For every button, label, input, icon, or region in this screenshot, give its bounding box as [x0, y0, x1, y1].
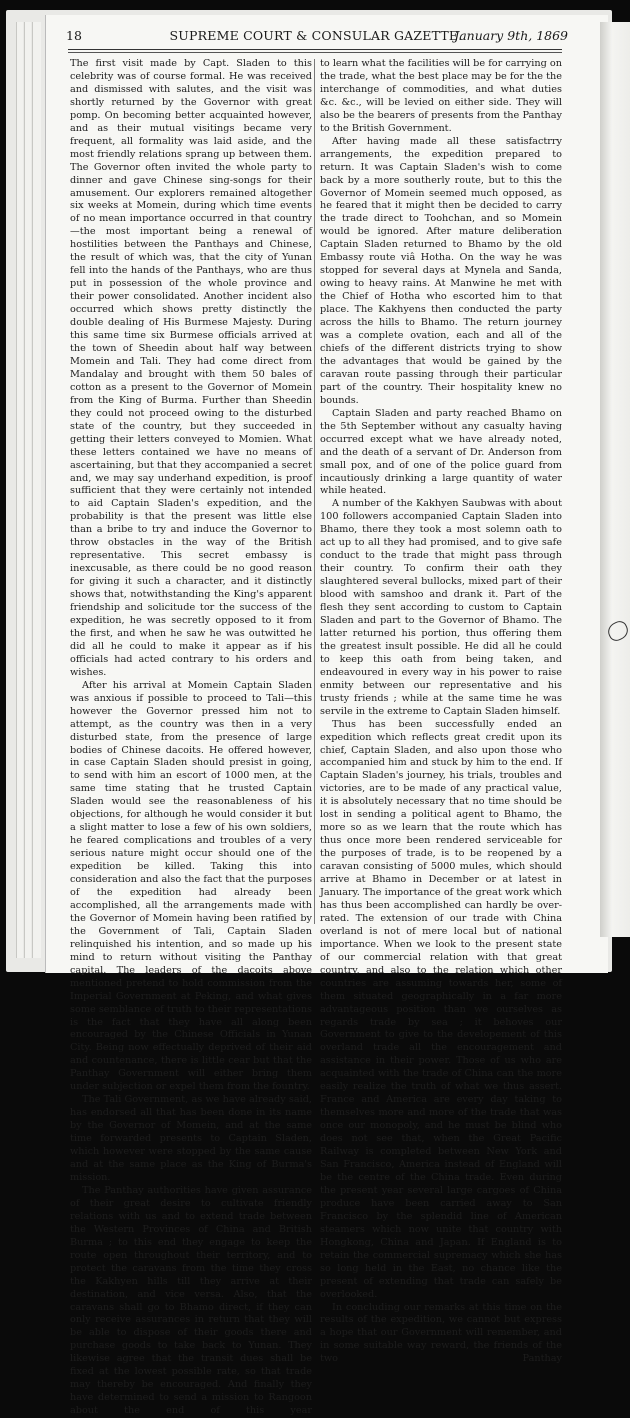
column-divider	[314, 59, 315, 924]
thumbprint-mark-icon	[605, 619, 630, 644]
paragraph: to learn what the facilities will be for carrying on the trade, what the best place may be for the the interchange of commodities, and what duties &c. &c., will be levied on either side. They will also be the bearers of presents from the Panthay to the British Government.	[320, 58, 562, 134]
paragraph: The Tali Government, as we have already said, has endorsed all that has been done in its name by the Governor of Momein, and at the same time forwarded presents to Captain Sladen, which however were stopped by the same cause and at the same place as the King of Burma's mission.	[70, 1094, 312, 1183]
header-rule-thin	[68, 52, 562, 53]
paragraph: Thus has been successfully ended an expedition which reflects great credit upon its chief, Captain Sladen, and also upon those who accompanied him and stuck by him to the end. If Captain Sladen's journey, his trials, troubles and victories, are to be made of any practical value, it is absolutely necessary that no time should be lost in sending a political agent to Bhamo, the more so as we learn that the route which has thus once more been rendered serviceable for the purposes of trade, is to be reopened by a caravan consisting of 5000 mules, which should arrive at Bhamo in December or at latest in January. The importance of the great work which has thus been accomplished can hardly be over-rated. The extension of our trade with China overland is not of mere local but of national importance. When we look to the present state of our commercial relation with that great country, and also to the relation which other countries are assuming towards her, some of them situated geographically in a far more advantageous position than we ourselves as regards trade by sea ; it behoves our Government to give to the developement of this overland trade all the encouragement and assistance in their power. Those of us who are acquainted with the trade of China can the more easily realize the truth of what we thus assert. France and America are every day taking to themselves more and more of the trade that was once our monopoly, and he must be blind who does not see that, when the Great Pacific Railway is completed between New York and San Francisco, America instead of England will be the centre of the China trade. Even during the present year several large cargoes of China produce have been carried away to San Francisco by the splendid line of American steamers which now unite that country with Hongkong, China and Japan. If England is to retain the commercial supremacy which she has so long held in the East, no chance like the present of extending that trade can safely be overlooked.	[320, 718, 562, 1300]
article-column-right	[320, 58, 562, 1366]
publication-title: SUPREME COURT & CONSULAR GAZETTE.	[169, 28, 463, 43]
page-header	[66, 28, 566, 44]
paragraph: In concluding our remarks at this time on the results of the expedition, we cannot but express a hope that our Government will remember, and in some suitable way reward, the friends of the two Panthay	[320, 1301, 562, 1365]
page-edge	[16, 22, 23, 958]
page-fold-edge	[600, 22, 630, 937]
page-edge	[24, 22, 31, 958]
paragraph: The first visit made by Capt. Sladen to this celebrity was of course formal. He was received and dismissed with salutes, and the visit was shortly returned by the Governor with great pomp. On becoming better acquainted however, and as their mutual visitings became very frequent, all formality was laid aside, and the most friendly relations sprang up between them. The Governor often invited the whole party to dinner and gave Chinese sing-songs for their amusement. Our explorers remained altogether six weeks at Momein, during which time events of no mean importance occurred in that country—the most important being a renewal of hostilities between the Panthays and Chinese, the result of which was, that the city of Yunan fell into the hands of the Panthays, who are thus put in possession of the whole province and their power consolidated. Another incident also occurred which shows pretty distinctly the double dealing of His Burmese Majesty. During this same time six Burmese officials arrived at the town of Sheedin about half way between Momein and Tali. They had come direct from Mandalay and brought with them 50 bales of cotton as a present to the Governor of Momein from the King of Burma. Further than Sheedin they could not proceed owing to the disturbed state of the country, but they succeeded in getting their letters conveyed to Momien. What these letters contained we have no means of ascertaining, but that they accompanied a secret and, we may say underhand expedition, is proof sufficient that they were certainly not intended to aid Captain Sladen's expedition, and the probability is that the present was little else than a bribe to try and induce the Governor to throw obstacles in the way of the British representative. This secret embassy is inexcusable, as there could be no good reason for giving it such a character, and it distinctly shows that, notwithstanding the King's apparent friendship and solicitude tor the success of the expedition, he was secretly opposed to it from the first, and when he saw he was outwitted he did all he could to make it appear as if his officials had acted contrary to his orders and wishes.	[70, 58, 312, 678]
paragraph: Captain Sladen and party reached Bhamo on the 5th September without any casualty having occurred except what we have already noted, and the death of a servant of Dr. Anderson from small pox, and of one of the police guard from incautiously drinking a large quantity of water while heated.	[320, 407, 562, 497]
page-number: 18	[66, 28, 82, 43]
paragraph: After his arrival at Momein Captain Sladen was anxious if possible to proceed to Tali—this however the Governor pressed him not to attempt, as the country was then in a very disturbed state, from the presence of large bodies of Chinese dacoits. He offered however, in case Captain Sladen should presist in going, to send with him an escort of 1000 men, at the same time stating that he trusted Captain Sladen would see the reasonableness of his objections, for although he would consider it but a slight matter to lose a few of his own soldiers, he feared complications and troubles of a very serious nature might occur should one of the expedition be killed. Taking this into consideration and also the fact that the purposes of the expedition had already been accomplished, all the arrangements made with the Governor of Momein having been ratified by the Government of Tali, Captain Sladen relinquished his intention, and so made up his mind to return without visiting the Panthay capital. The leaders of the dacoits above mentioned pretend to hold commission from the Imperial Government at Peking, and what gives some semblance of truth to their representations is the fact that they have all along been encouraged by the Chinese Officials in Yunan City. Being now effectually deprived of their aid and countenance, there is little cear but that the Panthay Government will either bring them under subjection or expel them from the fountry.	[70, 679, 312, 1093]
page-edge	[32, 22, 41, 958]
paragraph: The Panthay authorities have given assurance of their great desire to cultivate friendly relations with us and to extend trade between the Western Provinces of China and British Burma ; to this end they engage to keep the route open throughout their territory, and to protect the caravans from the time they cross the Kakhyen hills till they arrive at their destination, and vice versa. Also, that the caravans shall go to Bhamo direct, if they can only receive assurances in return that they will be able to dispose of their goods there and purchase goods to take back to Yunan. They likewise agree that the transit dues shall be fixed at the lowest possible rate, so that trade may thereby be encouraged. And finally they have determined to send a mission to Rangoon about the end of this year	[70, 1184, 312, 1417]
book-page-stack	[6, 10, 612, 1417]
issue-date: January 9th, 1869	[454, 28, 568, 43]
header-rule	[68, 49, 562, 50]
paragraph: A number of the Kakhyen Saubwas with about 100 followers accompanied Captain Sladen into Bhamo, there they took a most solemn oath to act up to all they had promised, and to give safe conduct to the trade that might pass through their country. To confirm their oath they slaughtered several bullocks, mixed part of their blood with samshoo and drank it. Part of the flesh they sent according to custom to Captain Sladen and part to the Governor of Bhamo. The latter returned his portion, thus offering them the greatest insult possible. He did all he could to keep this oath from being taken, and endeavoured in every way in his power to raise enmity between our representative and his trusty friends ; while at the same time he was servile in the extreme to Captain Sladen himself.	[320, 498, 562, 717]
newspaper-page	[46, 15, 608, 1417]
paragraph: After having made all these satisfactrry arrangements, the expedition prepared to return. It was Captain Sladen's wish to come back by a more southerly route, but to this the Governor of Momein seemed much opposed, as he feared that it might then be decided to carry the trade direct to Toohchan, and so Momein would be ignored. After mature deliberation Captain Sladen returned to Bhamo by the old Embassy route viâ Hotha. On the way he was stopped for several days at Mynela and Sanda, owing to heavy rains. At Manwine he met with the Chief of Hotha who escorted him to that place. The Kakhyens then conducted the party across the hills to Bhamo. The return journey was a complete ovation, each and all of the chiefs of the different districts trying to show the advantages that would be gained by the caravan route passing through their particular part of the country. Their hospitality knew no bounds.	[320, 135, 562, 406]
article-column-left	[70, 58, 312, 1418]
